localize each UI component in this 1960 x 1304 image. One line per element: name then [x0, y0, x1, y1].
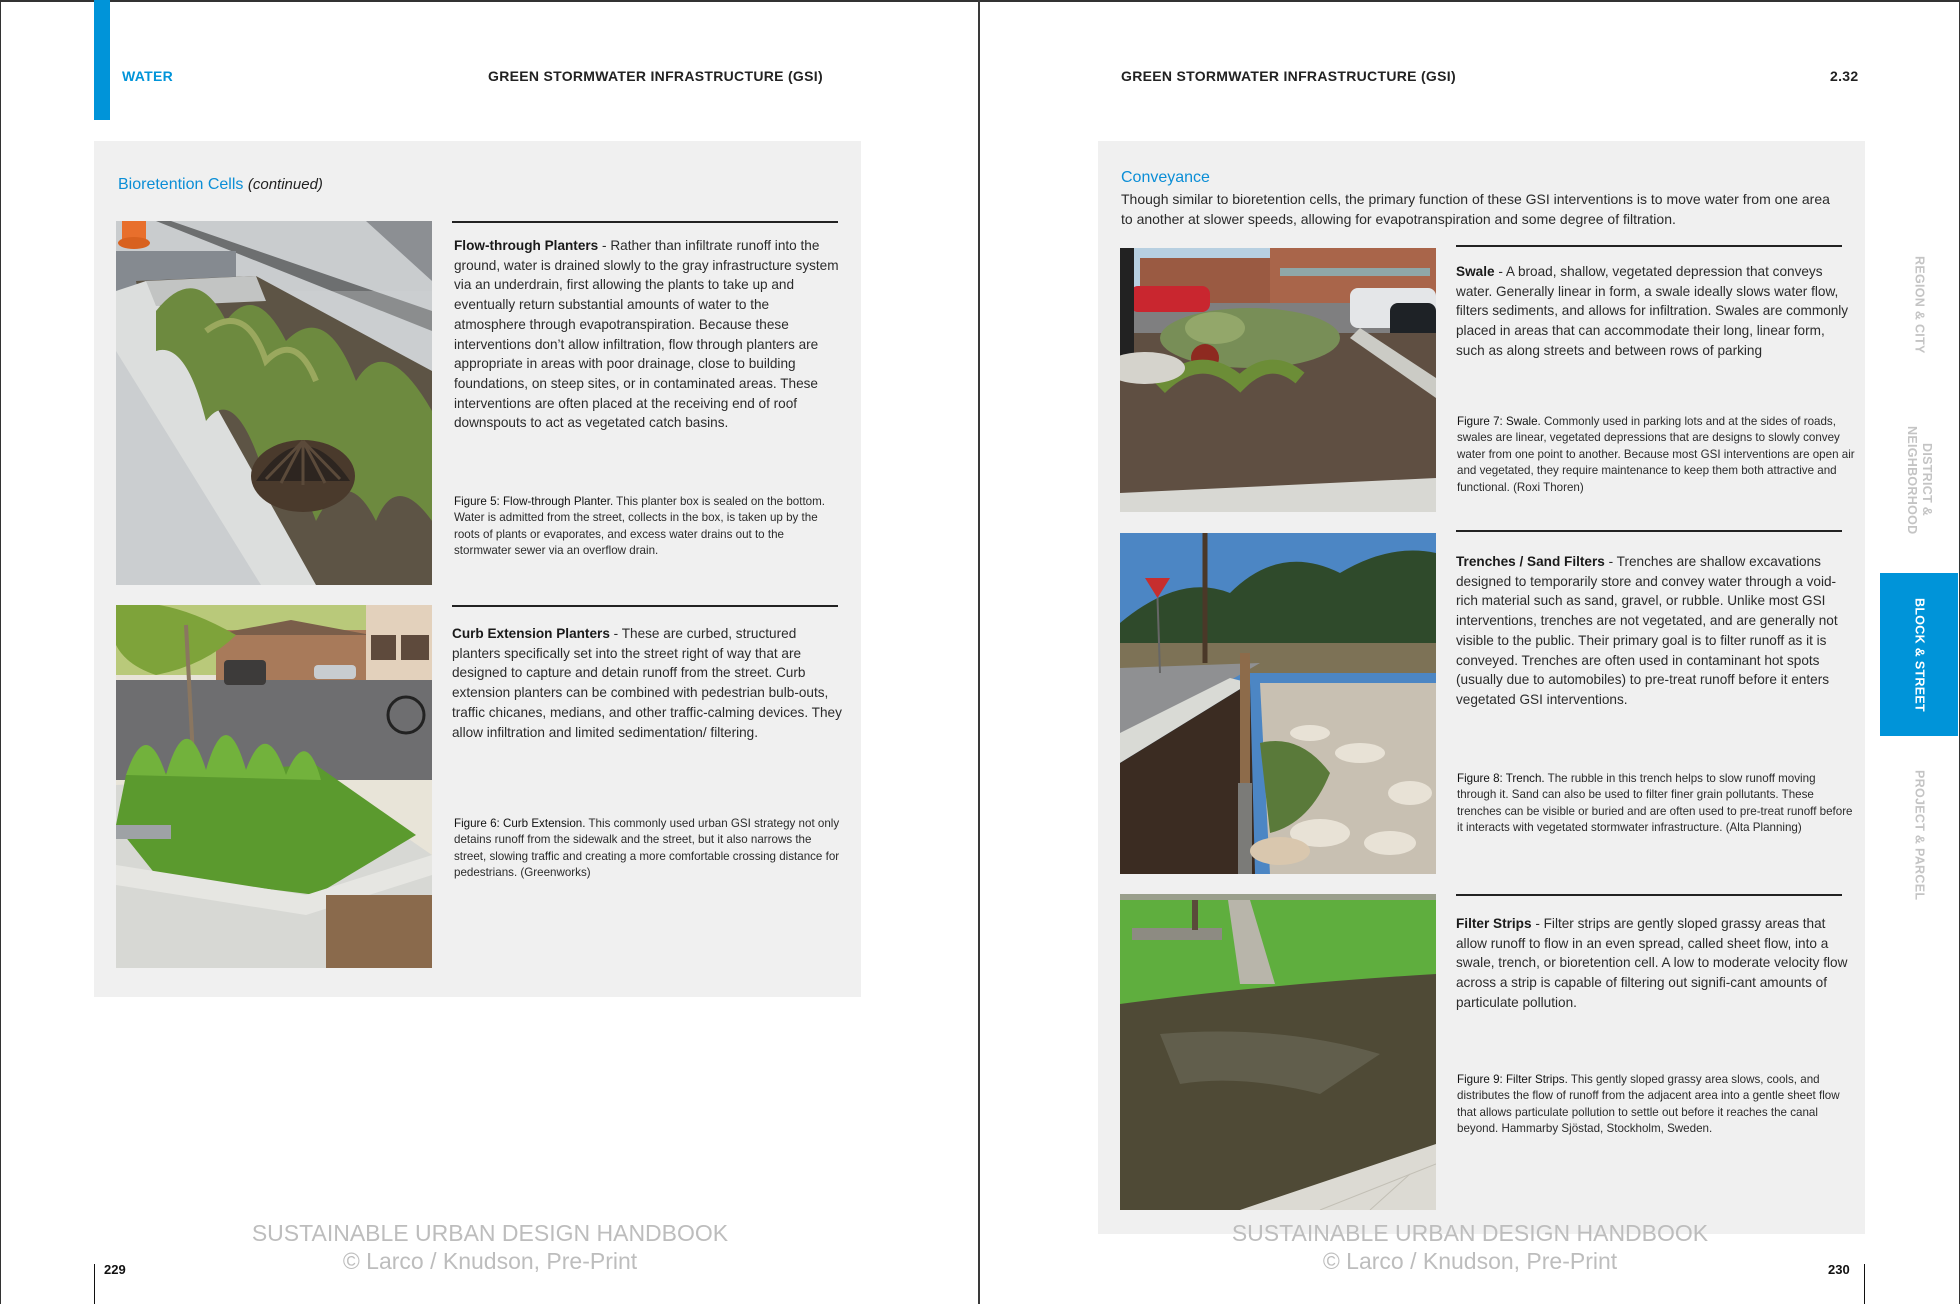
- figure-9-caption: [1457, 1072, 1857, 1138]
- flow-through-planter-photo: [116, 221, 432, 585]
- figure-label: Figure 8: Trench.: [1457, 772, 1545, 785]
- tab-block-street[interactable]: [1880, 573, 1958, 736]
- figure-text: This commonly used urban GSI strategy not only detains runoff from the sidewalk and the street, but it also narrows the street, slowing traffic and creating a more comfortable crossing distance for pedestrians. (Greenworks): [454, 817, 840, 880]
- section-title-note: (continued): [247, 176, 323, 193]
- trench-photo: [1120, 533, 1436, 874]
- entry-text: - A broad, shallow, vegetated depression that conveys water. Generally linear in form, a swale ideally slows water flow, filters sediments, and allows for infiltration. Swales are commonly placed in areas that can accommodate their long, linear form, such as along streets and between rows of parking: [1456, 264, 1849, 358]
- entry-text: - Filter strips are gently sloped grassy areas that allow runoff to flow in an even spread, called sheet flow, into a swale, trench, or bioretention cell. A low to moderate velocity flow across a strip is capable of filtering out signifi-cant amounts of particulate pollution.: [1456, 916, 1848, 1010]
- entry-text: - Trenches are shallow excavations designed to temporarily store and convey water through a void-rich material such as sand, gravel, or rubble. Unlike most GSI interventions, trenches are not vegetated, and are generally not visible to the public. Their primary goal is to filter runoff as it is conveyed. Trenches are often used in contaminant hot spots (usually due to automobiles) to pre-treat runoff before it enters vegetated GSI interventions.: [1456, 554, 1838, 707]
- section-title-text: Bioretention Cells: [118, 176, 244, 193]
- figure-text: Commonly used in parking lots and at the sides of roads, swales are linear, vegetated depressions that are designs to slowly convey water from one point to another. Because most GSI interventions are open air and vegetated, they require maintenance to keep them both attractive and functional. (Roxi Thoren): [1457, 415, 1855, 494]
- figure-text: This gently sloped grassy area slows, cools, and distributes the flow of runoff from the adjacent area into a gentle sheet flow that allows particulate pollution to settle out before it reaches the canal beyond. Hammarby Sjöstad, Stockholm, Sweden.: [1457, 1073, 1840, 1136]
- running-head-right: GREEN STORMWATER INFRASTRUCTURE (GSI): [1121, 68, 1456, 84]
- figure-7-caption: [1457, 414, 1857, 496]
- entry-text: - These are curbed, structured planters specifically set into the street right of way that are designed to capture and detain runoff from the street. Curb extension planters can be combined with pedestrian bulb-outs, traffic chicanes, medians, and other traffic-calming devices. They allow infiltration and limited sedimentation/ filtering.: [452, 626, 842, 740]
- entry-term: Trenches / Sand Filters: [1456, 554, 1605, 569]
- entry-curb-extension-planters: [452, 624, 844, 742]
- figure-5-caption: [454, 494, 844, 560]
- entry-rule: [1456, 530, 1842, 532]
- page-divider: [978, 0, 980, 1304]
- figure-text: The rubble in this trench helps to slow runoff moving through it. Sand can also be used to filter finer grain pollutants. These trenches can be visible or buried and are often used to pre-treat runoff before it interacts with vegetated stormwater infrastructure. (Alta Planning): [1457, 772, 1853, 835]
- section-intro: Though similar to bioretention cells, the primary function of these GSI interventions is to move water from one area to another at slower speeds, allowing for evapotranspiration and some degree of filtration.: [1121, 191, 1830, 227]
- watermark-copyright-left: © Larco / Knudson, Pre-Print: [342, 1248, 638, 1274]
- section-color-bar: [94, 0, 110, 120]
- entry-text: - Rather than infiltrate runoff into the ground, water is drained slowly to the gray infrastructure system via an underdrain, first allowing the plants to take up and eventually return substantial amounts of water to the atmosphere through evapotranspiration. Because these interventions don’t allow infiltration, flow through planters are appropriate in areas with poor drainage, close to building foundations, on steep sites, or in contaminated areas. These interventions are often placed at the receiving end of roof downspouts to act as vegetated catch basins.: [454, 238, 839, 431]
- watermark-title-right: SUSTAINABLE URBAN DESIGN HANDBOOK: [1231, 1220, 1709, 1246]
- section-title-conveyance: Conveyance: [1121, 169, 1210, 186]
- figure-label: Figure 7: Swale.: [1457, 415, 1541, 428]
- watermark-copyright-right: © Larco / Knudson, Pre-Print: [1322, 1248, 1618, 1274]
- entry-flow-through-planters: [454, 236, 842, 433]
- tab-region-city[interactable]: [1880, 240, 1958, 370]
- figure-text: This planter box is sealed on the bottom. Water is admitted from the street, collects in the box, is taken up by the roots of plants or evaporates, and excess water drains out to the stormwater sewer via an overflow drain.: [454, 495, 825, 558]
- curb-extension-photo: [116, 605, 432, 968]
- entry-term: Filter Strips: [1456, 916, 1532, 931]
- page-number-right: 230: [1828, 1262, 1850, 1277]
- watermark-title-left: SUSTAINABLE URBAN DESIGN HANDBOOK: [251, 1220, 729, 1246]
- figure-8-caption: [1457, 771, 1857, 837]
- footer-rule-left: [94, 1264, 95, 1304]
- page-number-left: 229: [104, 1262, 126, 1277]
- tab-label: BLOCK & STREET: [1912, 597, 1927, 712]
- entry-rule: [452, 605, 838, 607]
- tab-label: PROJECT & PARCEL: [1912, 769, 1927, 901]
- entry-term: Flow-through Planters: [454, 238, 599, 253]
- filter-strip-photo: [1120, 894, 1436, 1210]
- section-number: 2.32: [1830, 68, 1859, 84]
- section-title-bioretention: [118, 176, 323, 194]
- running-head-left: GREEN STORMWATER INFRASTRUCTURE (GSI): [488, 68, 823, 84]
- figure-6-caption: [454, 816, 846, 882]
- entry-term: Curb Extension Planters: [452, 626, 610, 641]
- entry-filter-strips: [1456, 914, 1856, 1013]
- entry-swale: [1456, 262, 1856, 361]
- footer-rule-right: [1864, 1264, 1865, 1304]
- entry-term: Swale: [1456, 264, 1495, 279]
- swale-photo: [1120, 248, 1436, 512]
- tab-label: REGION & CITY: [1912, 256, 1927, 354]
- figure-label: Figure 6: Curb Extension.: [454, 817, 586, 830]
- entry-rule: [452, 221, 838, 223]
- section-label: WATER: [122, 68, 174, 84]
- entry-trenches-sand-filters: [1456, 552, 1856, 710]
- entry-rule: [1456, 894, 1842, 896]
- entry-rule: [1456, 245, 1842, 247]
- figure-label: Figure 5: Flow-through Planter.: [454, 495, 614, 508]
- tab-district-neighborhood[interactable]: [1880, 400, 1958, 560]
- tab-label: DISTRICT & NEIGHBORHOOD: [1905, 425, 1934, 535]
- tab-project-parcel[interactable]: [1880, 760, 1958, 910]
- figure-label: Figure 9: Filter Strips.: [1457, 1073, 1568, 1086]
